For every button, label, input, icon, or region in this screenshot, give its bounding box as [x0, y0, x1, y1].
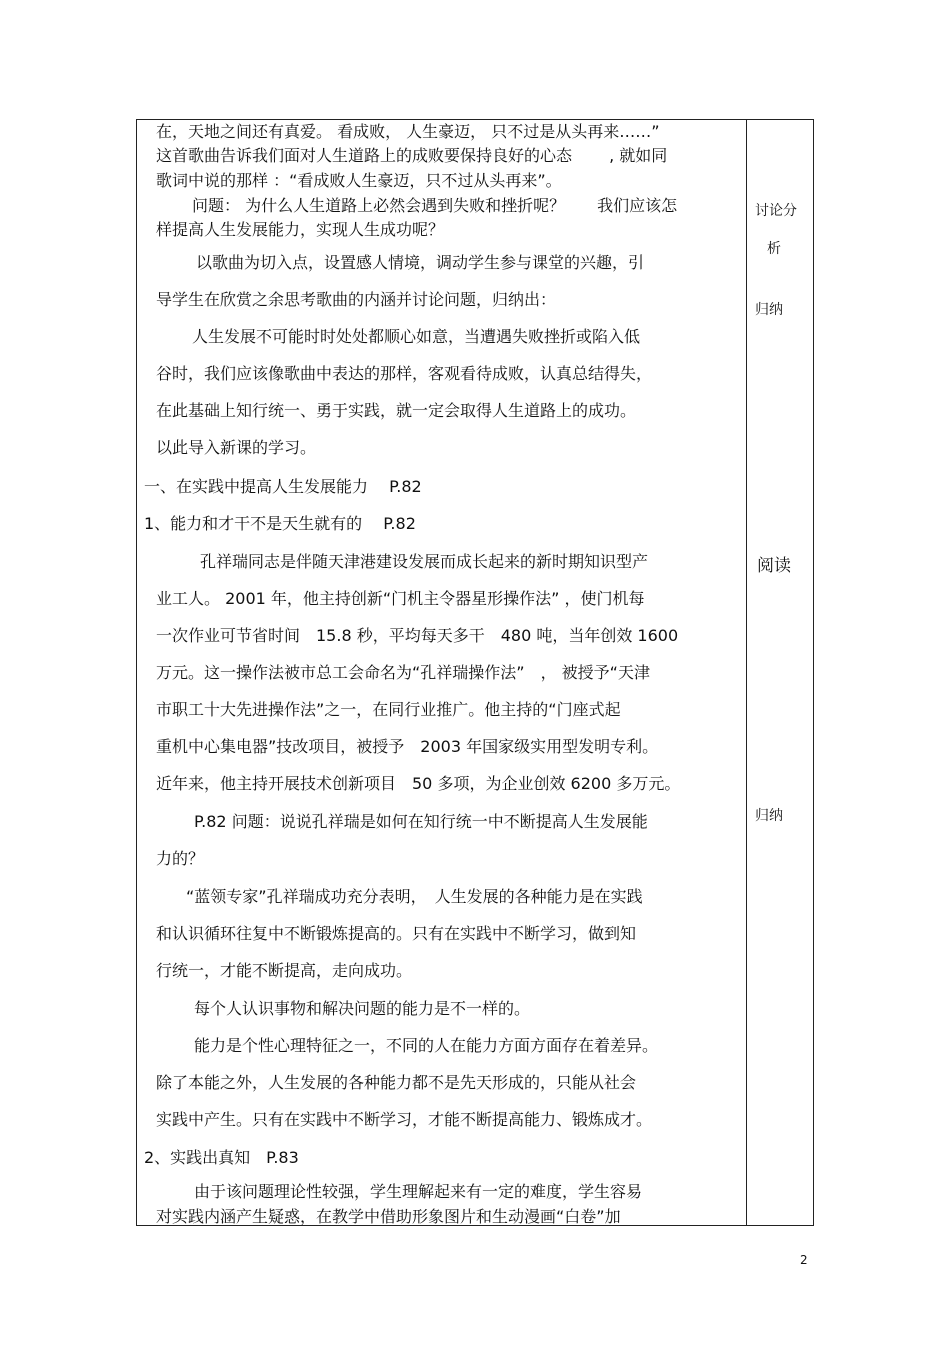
text-line: 导学生在欣赏之余思考歌曲的内涵并讨论问题，归纳出：	[156, 290, 557, 309]
subsection-heading: 1、能力和才干不是天生就有的 P.82	[144, 514, 416, 533]
text-line: 以歌曲为切入点，设置感人情境，调动学生参与课堂的兴趣，引	[196, 253, 645, 272]
side-note-summary: 归纳	[755, 302, 783, 318]
text-line: 问题： 为什么人生道路上必然会遇到失败和挫折呢？ 我们应该怎	[192, 196, 678, 215]
text-line: “蓝领专家”孔祥瑞成功充分表明， 人生发展的各种能力是在实践	[186, 887, 643, 906]
page-number: 2	[800, 1253, 808, 1267]
text-line: 这首歌曲告诉我们面对人生道路上的成败要保持良好的心态 , 就如同	[156, 146, 668, 165]
text-line: 样提高人生发展能力，实现人生成功呢？	[156, 220, 445, 239]
text-line: 孔祥瑞同志是伴随天津港建设发展而成长起来的新时期知识型产	[200, 552, 649, 571]
text-line: 重机中心集电器”技改项目，被授予 2003 年国家级实用型发明专利。	[156, 737, 659, 756]
text-line: 以此导入新课的学习。	[156, 438, 317, 457]
text-line: 在，天地之间还有真爱。 看成败， 人生豪迈， 只不过是从头再来……”	[156, 122, 660, 141]
side-note-reading: 阅读	[757, 556, 791, 576]
text-line: 万元。这一操作法被市总工会命名为“孔祥瑞操作法” ， 被授予“天津	[156, 663, 650, 682]
text-line: 实践中产生。只有在实践中不断学习，才能不断提高能力、锻炼成才。	[156, 1110, 653, 1129]
text-line: 人生发展不可能时时处处都顺心如意，当遭遇失败挫折或陷入低	[192, 327, 641, 346]
text-line: 力的？	[156, 849, 205, 868]
side-note-discussion: 讨论分	[755, 203, 797, 219]
text-line: 和认识循环往复中不断锻炼提高的。只有在实践中不断学习，做到知	[156, 924, 637, 943]
text-line: 能力是个性心理特征之一，不同的人在能力方面方面存在着差异。	[194, 1036, 659, 1055]
text-line: 在此基础上知行统一、勇于实践，就一定会取得人生道路上的成功。	[156, 401, 637, 420]
side-note-analysis: 析	[767, 241, 781, 257]
section-heading: 一、在实践中提高人生发展能力 P.82	[144, 477, 422, 496]
text-line: 歌词中说的那样 ：“看成败人生豪迈，只不过从头再来”。	[156, 171, 562, 190]
text-line: 对实践内涵产生疑惑，在教学中借助形象图片和生动漫画“白卷”加	[156, 1207, 621, 1226]
text-line: 除了本能之外，人生发展的各种能力都不是先天形成的，只能从社会	[156, 1073, 637, 1092]
column-divider	[746, 119, 747, 1226]
subsection-heading: 2、实践出真知 P.83	[144, 1148, 299, 1167]
text-line: 行统一，才能不断提高，走向成功。	[156, 961, 413, 980]
text-line: 近年来，他主持开展技术创新项目 50 多项，为企业创效 6200 多万元。	[156, 774, 681, 793]
text-line: 谷时，我们应该像歌曲中表达的那样，客观看待成败，认真总结得失，	[156, 364, 653, 383]
side-note-summary: 归纳	[755, 808, 783, 824]
text-line: 每个人认识事物和解决问题的能力是不一样的。	[194, 999, 531, 1018]
text-line: P.82 问题：说说孔祥瑞是如何在知行统一中不断提高人生发展能	[194, 812, 648, 831]
text-line: 一次作业可节省时间 15.8 秒，平均每天多干 480 吨，当年创效 1600	[156, 626, 679, 645]
text-line: 业工人。 2001 年，他主持创新“门机主令器星形操作法” ，使门机每	[156, 589, 645, 608]
text-line: 由于该问题理论性较强，学生理解起来有一定的难度，学生容易	[194, 1182, 643, 1201]
text-line: 市职工十大先进操作法”之一，在同行业推广。他主持的“门座式起	[156, 700, 621, 719]
